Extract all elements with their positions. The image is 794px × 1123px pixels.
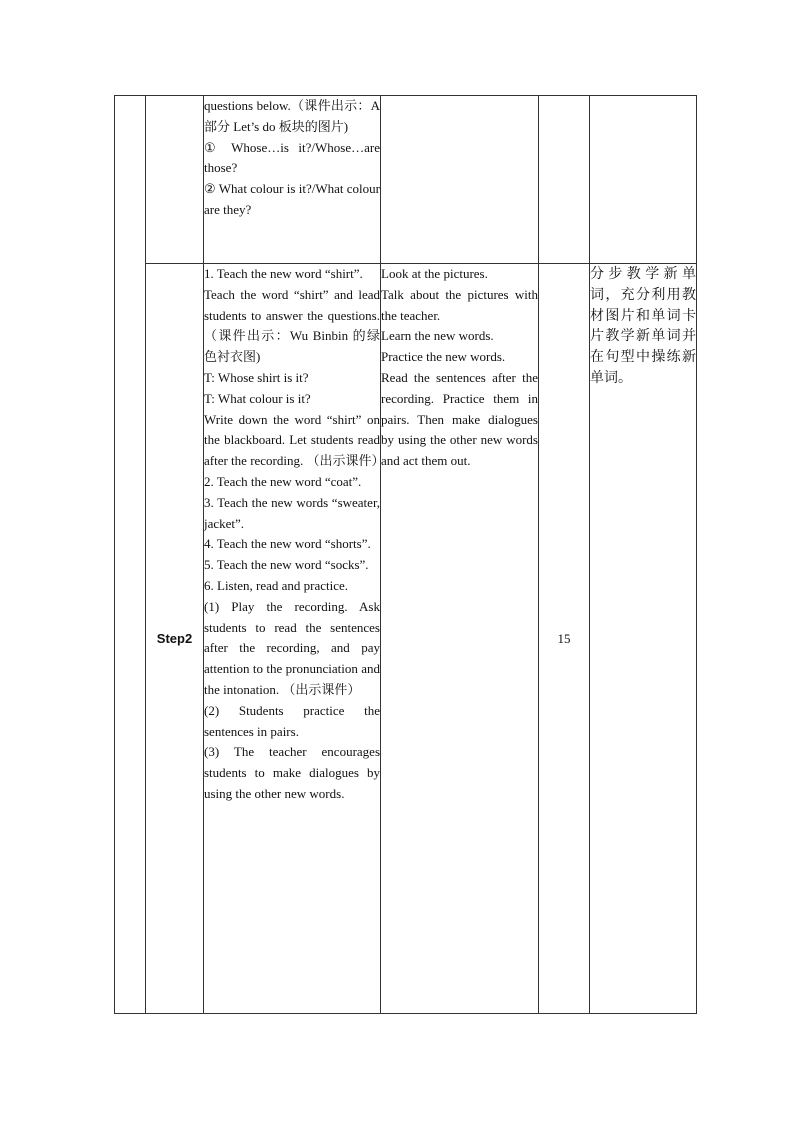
process-line: ② What colour is it?/What colour are they? <box>204 181 380 217</box>
process-line: 6. Listen, read and practice. <box>204 577 349 593</box>
teacher-process-cell <box>204 264 385 1014</box>
process-line: 5. Teach the new word “socks”. <box>204 557 369 573</box>
process-line: T: What colour is it? <box>204 390 311 406</box>
process-line: Teach the word “shirt” and lead students to answer the questions.（课件出示：Wu Binbin 的绿色衬衣图) <box>204 286 380 365</box>
process-line: 2. Teach the new word “coat”. <box>204 473 362 489</box>
step-cell <box>146 264 204 1014</box>
teacher-process-cell <box>204 96 381 264</box>
process-line: 4. Teach the new word “shorts”. <box>204 536 371 552</box>
process-line: 1. Teach the new word “shirt”. <box>204 266 363 281</box>
activity-line: Read the sentences after the recording. Practice them in pairs. Then make dialogues by using the other new words and act them out. <box>381 369 538 469</box>
table-row <box>115 96 697 264</box>
process-line: (3) The teacher encourages students to make dialogues by using the other new words. <box>204 744 380 801</box>
step-cell-continued <box>146 96 204 264</box>
intent-cell <box>590 96 697 264</box>
process-line: T: Whose shirt is it? <box>204 369 309 385</box>
process-line: (2) Students practice the sentences in pairs. <box>204 702 380 739</box>
lesson-plan-table <box>114 95 697 1014</box>
activity-line: Practice the new words. <box>381 349 506 365</box>
process-line: 3. Teach the new words “sweater, jacket”. <box>204 494 380 531</box>
process-line: questions below.（课件出示：A 部分 Let’s do 板块的图片) <box>204 98 380 134</box>
time-value: 15 <box>557 630 571 646</box>
activity-line: Learn the new words. <box>381 328 494 344</box>
intent-cell <box>590 264 697 1014</box>
time-cell <box>539 264 590 1014</box>
student-activity-cell <box>381 264 539 1014</box>
process-line: (1) Play the recording. Ask students to read the sentences after the recording, and pay attention to the pronunciation and the intonation. （出示课件） <box>204 598 380 697</box>
process-line: ① Whose…is it?/Whose…are those? <box>204 139 380 176</box>
process-line: Write down the word “shirt” on the blackboard. Let students read after the recording. （出示课件） <box>204 411 385 469</box>
table-row <box>115 264 697 1014</box>
activity-line: Talk about the pictures with the teacher. <box>381 286 538 323</box>
time-cell <box>539 96 590 264</box>
step-label: Step2 <box>156 630 193 646</box>
activity-line: Look at the pictures. <box>381 266 488 281</box>
student-activity-cell <box>381 96 539 264</box>
intent-text: 分步教学新单词，充分利用教材图片和单词卡片教学新单词并在句型中操练新单词。 <box>590 266 696 386</box>
stage-cell <box>115 96 146 1014</box>
